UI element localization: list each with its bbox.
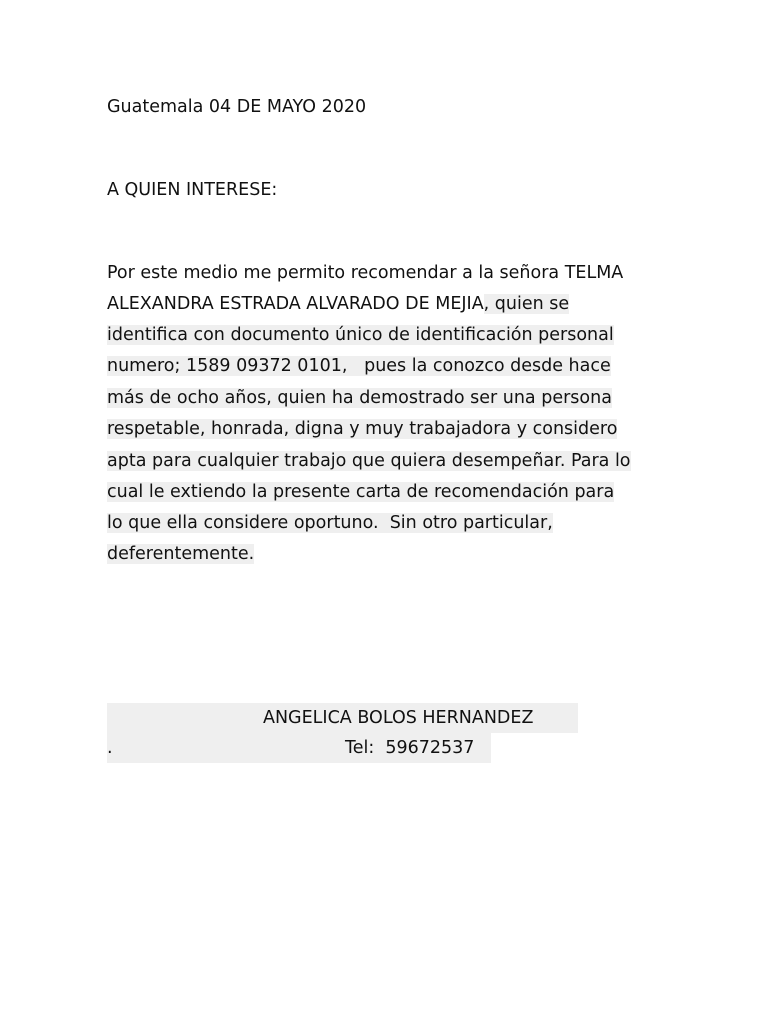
body-line-plain: ALEXANDRA ESTRADA ALVARADO DE MEJIA bbox=[107, 294, 484, 314]
letter-greeting: A QUIEN INTERESE: bbox=[107, 180, 278, 200]
body-line bbox=[107, 449, 631, 473]
signature-tel: Tel: 59672537 bbox=[345, 738, 475, 758]
body-line bbox=[107, 261, 623, 285]
body-line bbox=[107, 323, 614, 347]
signature-dot: . bbox=[107, 738, 113, 758]
signature-name: ANGELICA BOLOS HERNANDEZ bbox=[263, 708, 534, 728]
body-line-highlighted: numero; 1589 09372 0101, pues la conozco desde hace bbox=[107, 356, 611, 376]
body-line bbox=[107, 386, 612, 410]
body-line bbox=[107, 511, 553, 535]
body-line-highlighted: deferentemente. bbox=[107, 544, 255, 564]
signature-name-row bbox=[107, 703, 578, 733]
body-line bbox=[107, 542, 254, 566]
body-line-highlighted: identifica con documento único de identificación personal bbox=[107, 325, 614, 345]
body-line bbox=[107, 417, 617, 441]
letter-date: Guatemala 04 DE MAYO 2020 bbox=[107, 97, 367, 117]
body-line bbox=[107, 480, 614, 504]
body-line bbox=[107, 354, 611, 378]
body-line-highlighted: apta para cualquier trabajo que quiera desempeñar. Para lo bbox=[107, 451, 631, 471]
body-line-highlighted: , quien se bbox=[483, 294, 570, 314]
body-line-highlighted: lo que ella considere oportuno. Sin otro particular, bbox=[107, 513, 553, 533]
body-line-highlighted: más de ocho años, quien ha demostrado ser una persona bbox=[107, 388, 612, 408]
body-line-highlighted: cual le extiendo la presente carta de recomendación para bbox=[107, 482, 615, 502]
body-line-plain: Por este medio me permito recomendar a la señora TELMA bbox=[107, 263, 624, 283]
body-line bbox=[107, 292, 569, 316]
body-line-highlighted: respetable, honrada, digna y muy trabajadora y considero bbox=[107, 419, 618, 439]
signature-tel-row bbox=[107, 733, 491, 763]
